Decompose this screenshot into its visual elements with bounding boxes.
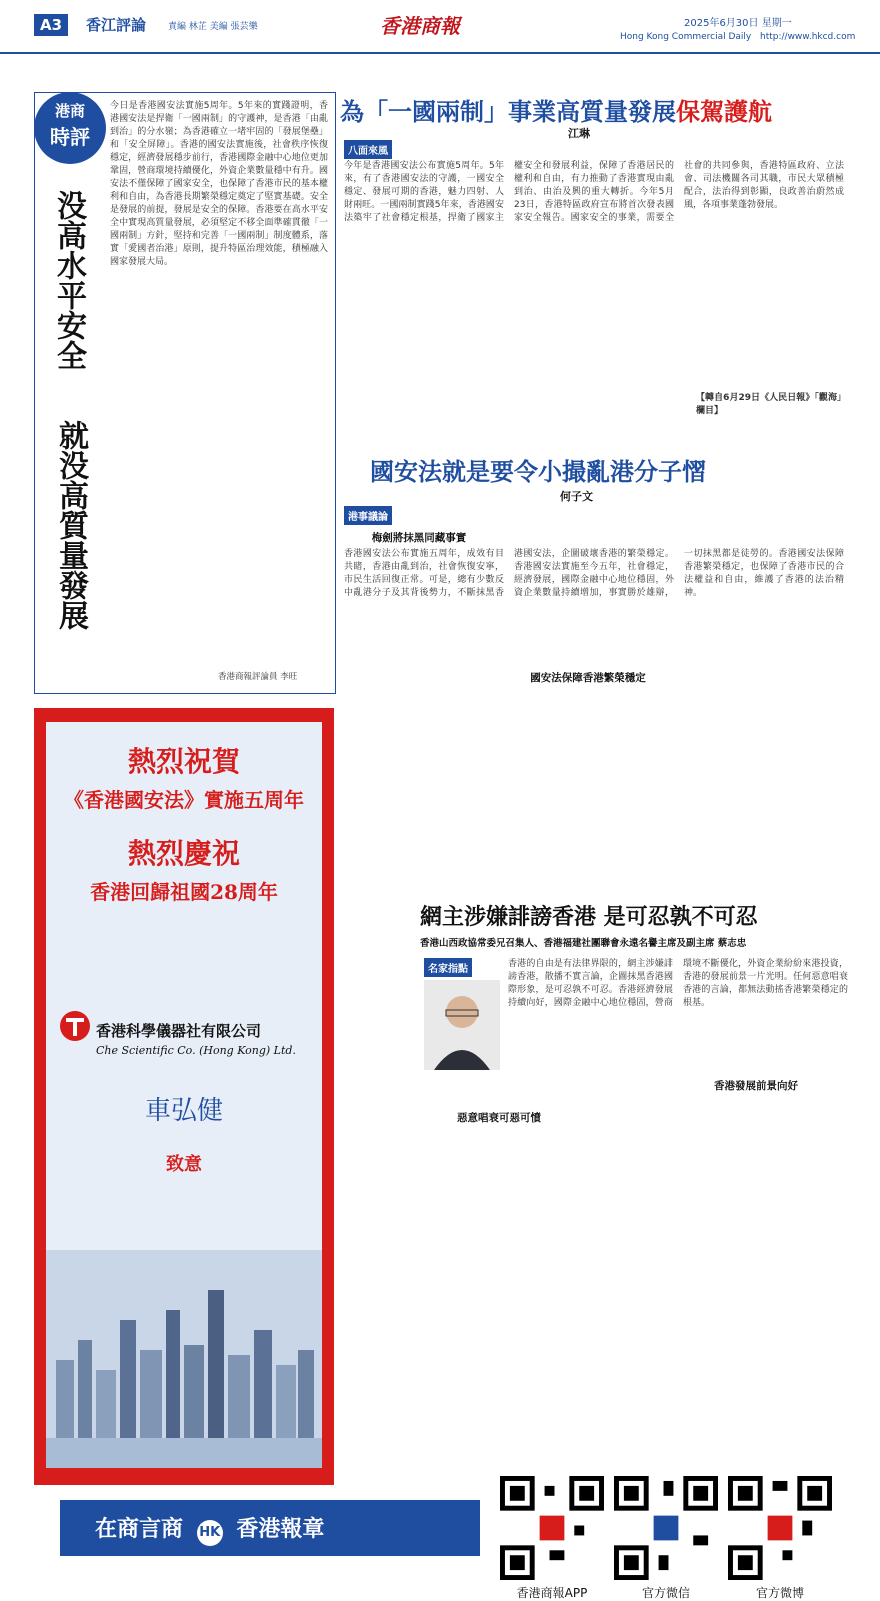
qr-code-app[interactable] (500, 1476, 604, 1580)
editorial-title (50, 190, 90, 410)
qr-caption-weibo: 官方微博 (755, 1586, 804, 1600)
article2-tag: 港事議論 (344, 506, 392, 525)
qr-code-wechat[interactable] (614, 1476, 718, 1580)
editorial-title-2 (52, 420, 92, 670)
article2-title: 國安法就是要令小撮亂港分子慴 (370, 458, 706, 486)
ad-line-3: 熱烈慶祝 (127, 837, 240, 870)
article3-body: 香港的自由是有法律界限的，網主涉嫌誹謗香港，散播不實言論，企圖抹黑香港國際形象，是可忍孰不可忍。香港經濟發展持續向好，國際金融中心地位穩固，營商環境不斷優化，外資企業紛紛來港投資，香港的發展前景一片光明。任何惡意唱衰香港的言論，都無法動搖香港繁榮穩定的根基。 (508, 959, 848, 1008)
qr-code-weibo[interactable] (728, 1476, 832, 1580)
article3-byline: 香港山西政協常委兄召集人、香港福建社團聯會永遠名譽主席及副主席 蔡志忠 (420, 938, 747, 949)
article3-subhead-1: 惡意唱衰可惡可憤 (457, 1112, 541, 1124)
editorial-title-col2: 就没高質量發展 (53, 420, 88, 630)
company-name-cn: 香港科學儀器社有限公司 (96, 1022, 262, 1040)
article3-subhead-2: 香港發展前景向好 (714, 1080, 798, 1092)
slogan-part-a: 在商言商 (95, 1517, 184, 1542)
issue-date: 2025年6月30日 星期一 (684, 18, 792, 29)
editorial-title-col1: 没高水平安全 (51, 190, 86, 370)
badge-bottom-label: 時評 (50, 125, 90, 149)
badge-top-label: 港商 (54, 102, 85, 120)
article3-tag: 名家指點 (424, 958, 472, 977)
skyline-image (46, 1250, 322, 1468)
article1-tag: 八面來風 (344, 140, 392, 159)
author-portrait (424, 980, 500, 1070)
qr-caption-wechat: 官方微信 (641, 1586, 690, 1600)
ad-line-2: 《香港國安法》實施五周年 (64, 788, 304, 812)
english-name: Hong Kong Commercial Daily (620, 32, 752, 42)
ad-slogan-block (46, 722, 322, 932)
qr-caption-app: 香港商報APP (516, 1586, 588, 1600)
editorial-body: 今日是香港國安法實施5周年。5年來的實踐證明，香港國安法是捍衛「一國兩制」的守護神，是香港「由亂到治」的分水嶺；為香港確立一堵牢固的「發展堡壘」和「安全屏障」。香港的國安法實施後，社會秩序恢復穩定，經濟發展穩步前行，香港國際金融中心地位更加鞏固，營商環境持續優化，外資企業數量穩中有升。國安法不僅保障了國家安全，也保障了香港市民的基本權利和自由，為香港長期繁榮穩定奠定了堅實基礎。安全是發展的前提，發展是安全的保障。香港要在高水平安全中實現高質量發展，必須堅定不移全面準確貫徹「一國兩制」方針，堅持和完善「一國兩制」制度體系，落實「愛國者治港」原則，提升特區治理效能，積極融入國家發展大局。 (110, 101, 328, 267)
article1-title-b: 保駕護航 (676, 98, 772, 126)
section-title: 香江評論 (86, 16, 147, 34)
article1-title (340, 92, 850, 127)
article3-title: 網主涉嫌誹謗香港 是可忍孰不可忍 (420, 905, 758, 930)
ad-line-1: 熱烈祝賀 (127, 745, 240, 778)
editorial-byline: 香港商報評論員 李旺 (218, 672, 298, 682)
company-logo (58, 1008, 92, 1062)
hk-logo-icon: HK (197, 1520, 223, 1546)
company-name-en: Che Scientific Co. (Hong Kong) Ltd. (96, 1044, 296, 1057)
ad-salute: 致意 (166, 1154, 202, 1175)
ad-line-4: 香港回歸祖國28周年 (90, 880, 278, 904)
article2-body: 香港國安法公布實施五周年，成效有目共睹，香港由亂到治，社會恢復安寧，市民生活回復正常。可是，總有少數反中亂港分子及其背後勢力，不斷抹黑香港國安法，企圖破壞香港的繁榮穩定。香港國安法實施至今五年，社會穩定，經濟發展，國際金融中心地位穩固，外資企業數量持續增加，事實勝於雄辯，一切抹黑都是徒勞的。香港國安法保障香港繁榮穩定，也保障了香港市民的合法權益和自由，維護了香港的法治精神。 (344, 549, 844, 598)
editors-credit: 責編 林芷 美編 張芸樂 (168, 22, 258, 32)
article1-title-a: 為「一國兩制」事業高質量發展 (340, 98, 676, 126)
article2-subhead-2: 國安法保障香港繁榮穩定 (530, 672, 646, 684)
article2-author: 何子文 (560, 490, 593, 503)
newspaper-logo: 香港商報 (380, 14, 460, 38)
editorial-badge (34, 92, 106, 164)
article2-subhead-1: 梅劍將抹黑同藏事實 (371, 532, 467, 544)
page-number: A3 (34, 14, 68, 36)
article1-source: 【轉自6月29日《人民日報》「觀海」欄目】 (696, 393, 846, 416)
slogan-part-b: 香港報章 (236, 1517, 325, 1542)
ad-person-name: 車弘健 (144, 1096, 223, 1126)
article1-body: 今年是香港國安法公布實施5周年。5年來，有了香港國安法的守護，一國安全穩定、發展可期的香港，魅力四射、人財兩旺。一國兩制實踐5年來，香港國安法築牢了社會穩定根基，捍衛了國家主權安全和發展利益，保障了香港居民的權利和自由，有力推動了香港實現由亂到治、由治及興的重大轉折。今年5月23日，香港特區政府宣布將首次發表國家安全報告。國家安全的事業，需要全社會的共同參與，香港特區政府、立法會、司法機關各司其職，市民大眾積極配合，法治得到彰顯，良政善治蔚然成風，各項事業蓬勃發展。 (344, 161, 844, 223)
footer-slogan (95, 1512, 324, 1546)
website-url[interactable]: http://www.hkcd.com (760, 32, 856, 42)
article1-author: 江琳 (568, 127, 590, 140)
